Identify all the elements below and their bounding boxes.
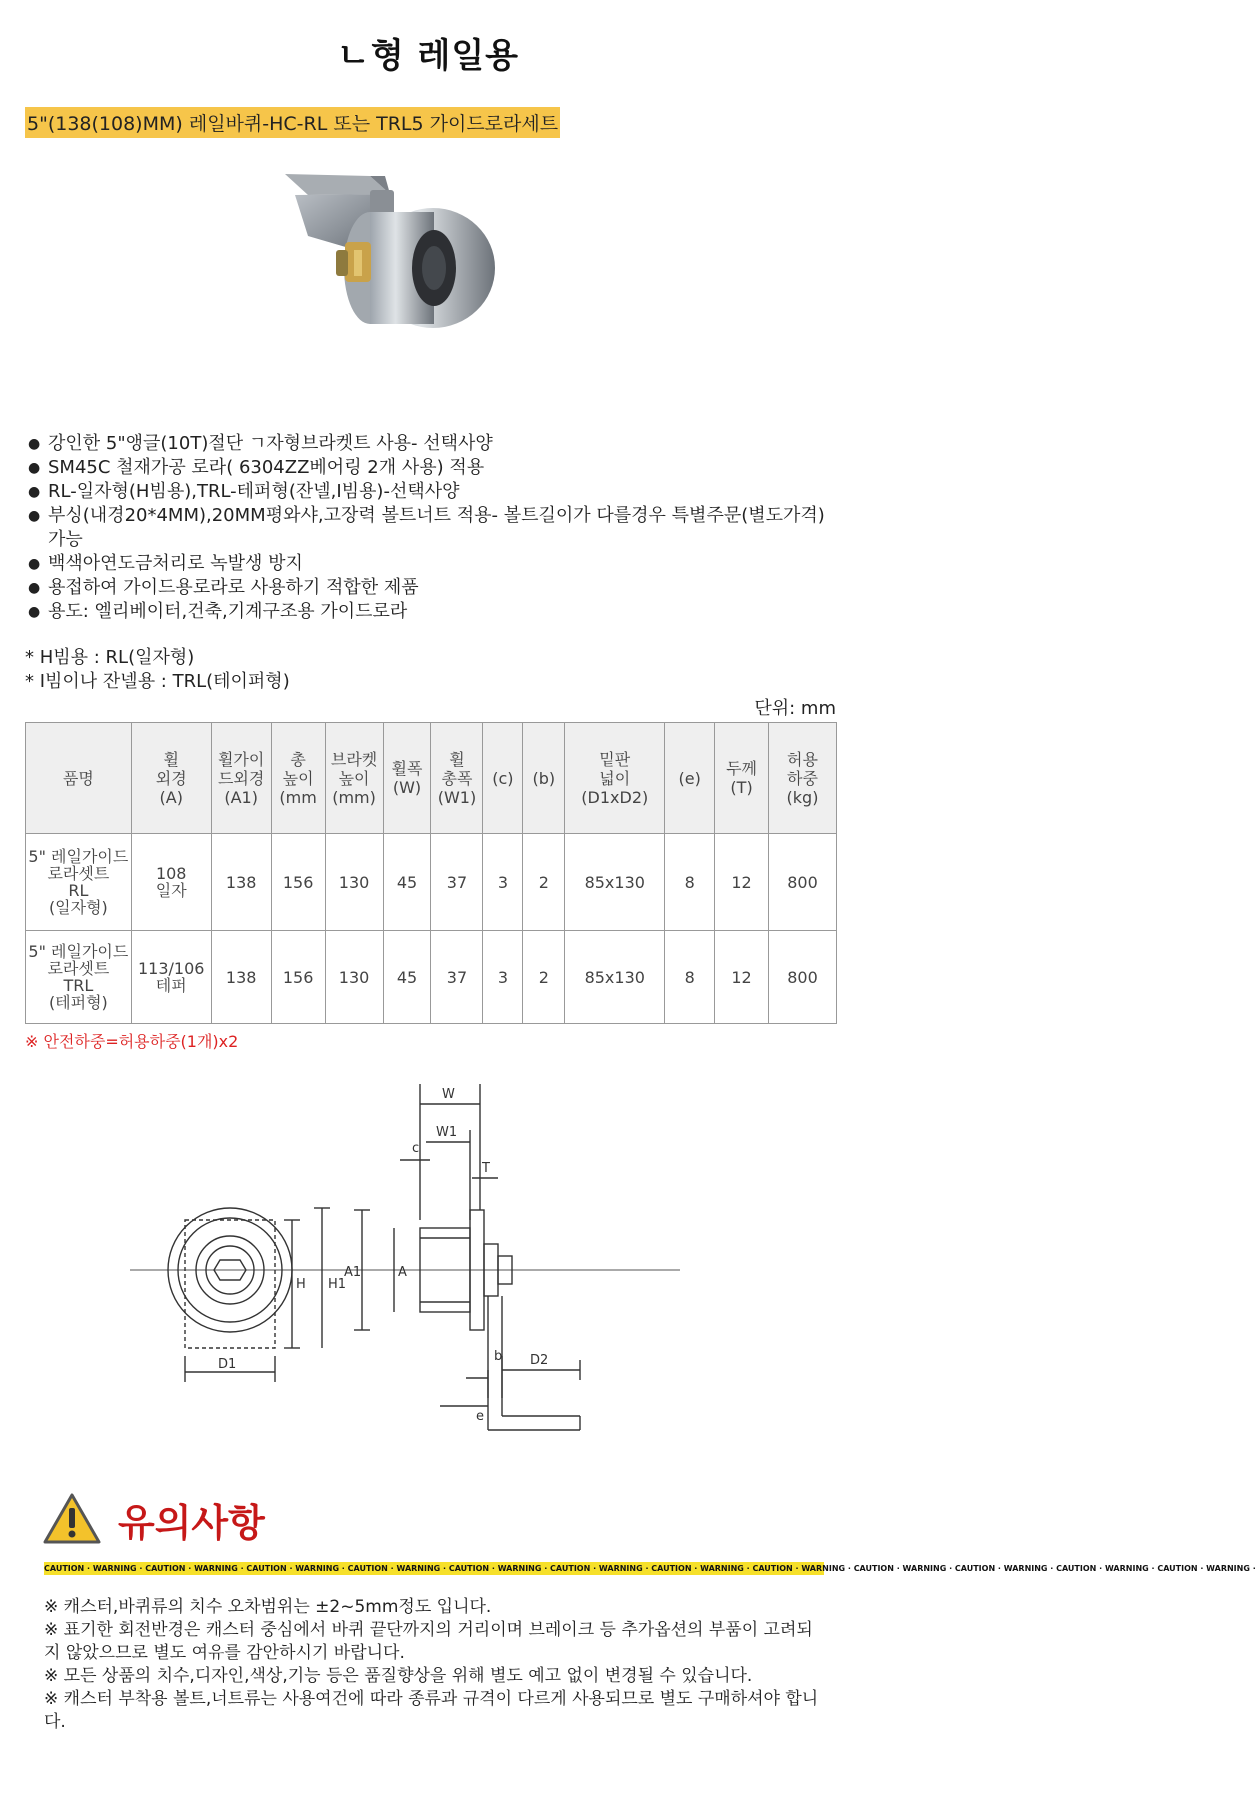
label-w: W (442, 1087, 455, 1102)
table-cell: 113/106 테퍼 (131, 931, 211, 1024)
warning-title: 유의사항 (118, 1501, 265, 1545)
feature-item: ● 백색아연도금처리로 녹발생 방지 (28, 552, 828, 576)
table-cell: 12 (715, 834, 769, 931)
product-photo (250, 150, 690, 450)
caution-item: ※ 표기한 회전반경은 캐스터 중심에서 바퀴 끝단까지의 거리이며 브레이크 등 추가옵션의 부품이 고려되지 않았으므로 별도 여유를 감안하시기 바랍니다. (44, 1620, 813, 1663)
table-header-row (26, 723, 837, 834)
header-cell: (c) (483, 723, 523, 834)
table-cell: 156 (271, 834, 325, 931)
header-cell: 휠 외경 (A) (131, 723, 211, 834)
table-cell: 8 (665, 931, 715, 1024)
header-cell: 총 높이 (mm (271, 723, 325, 834)
dimension-diagram (100, 1060, 740, 1500)
header-cell: (b) (523, 723, 565, 834)
label-a1: A1 (344, 1265, 362, 1280)
label-h: H (296, 1277, 306, 1292)
label-w1: W1 (436, 1125, 458, 1140)
header-cell: 두께 (T) (715, 723, 769, 834)
caution-list (44, 1596, 824, 1734)
header-cell: 휠가이 드외경 (A1) (211, 723, 271, 834)
table-row (26, 834, 837, 931)
header-cell: 밑판 넓이 (D1xD2) (565, 723, 665, 834)
feature-item: ● 용도: 엘리베이터,건축,기계구조용 가이드로라 (28, 600, 828, 624)
header-cell: 휠폭 (W) (383, 723, 431, 834)
label-a: A (398, 1265, 407, 1280)
usage-notes (25, 646, 290, 694)
feature-item: ● 부싱(내경20*4MM),20MM평와샤,고장력 볼트너트 적용- 볼트길이가 다를경우 특별주문(별도가격) 가능 (28, 504, 828, 552)
table-cell: 800 (769, 834, 837, 931)
table-cell: 130 (325, 834, 383, 931)
header-cell: 휠 총폭 (W1) (431, 723, 483, 834)
warning-triangle-icon (42, 1492, 102, 1546)
table-cell: 8 (665, 834, 715, 931)
table-cell: 37 (431, 931, 483, 1024)
spec-table (25, 722, 837, 1024)
label-e: e (476, 1409, 484, 1424)
table-cell: 2 (523, 834, 565, 931)
table-cell: 108 일자 (131, 834, 211, 931)
caution-item: ※ 모든 상품의 치수,디자인,색상,기능 등은 품질향상을 위해 별도 예고 없이 변경될 수 있습니다. (44, 1666, 753, 1686)
table-cell: 138 (211, 931, 271, 1024)
feature-item: ● 강인한 5"앵글(10T)절단 ㄱ자형브라켓트 사용- 선택사양 (28, 432, 828, 456)
table-cell: 85x130 (565, 834, 665, 931)
table-cell: 3 (483, 834, 523, 931)
label-h1: H1 (328, 1277, 347, 1292)
label-c: c (412, 1141, 420, 1156)
header-cell: (e) (665, 723, 715, 834)
table-cell: 37 (431, 834, 483, 931)
safety-load-note: ※ 안전하중=허용하중(1개)x2 (25, 1032, 239, 1051)
note-h-beam: * H빔용 : RL(일자형) (25, 647, 195, 668)
caution-strip: CAUTION · WARNING · CAUTION · WARNING · CAUTION · WARNING · CAUTION · WARNING · CAUTION · WARNING · CAUTION · WARNING · CAUTION · WARNING · CAUTION · WARNING · CAUTION · WARNING · CAUTION · WARNING · CAUTION · WARNING · CAUTION · WARNING · (44, 1564, 1256, 1573)
table-cell: 3 (483, 931, 523, 1024)
feature-list (28, 432, 828, 624)
label-d2: D2 (530, 1353, 549, 1368)
page-title: ㄴ형 레일용 (336, 36, 520, 76)
label-d1: D1 (218, 1357, 237, 1372)
feature-item: ● RL-일자형(H빔용),TRL-테퍼형(잔넬,I빔용)-선택사양 (28, 480, 828, 504)
table-cell: 12 (715, 931, 769, 1024)
header-cell: 품명 (26, 723, 132, 834)
header-cell: 허용 하중 (kg) (769, 723, 837, 834)
feature-item: ● 용접하여 가이드용로라로 사용하기 적합한 제품 (28, 576, 828, 600)
table-cell: 5" 레일가이드 로라셋트 TRL (테퍼형) (26, 931, 132, 1024)
note-i-beam: * I빔이나 잔넬용 : TRL(테이퍼형) (25, 671, 290, 692)
label-b: b (494, 1349, 503, 1364)
table-cell: 800 (769, 931, 837, 1024)
table-row (26, 931, 837, 1024)
unit-label: 단위: mm (754, 698, 836, 719)
label-t: T (482, 1161, 490, 1176)
table-cell: 45 (383, 931, 431, 1024)
table-cell: 45 (383, 834, 431, 931)
product-subtitle: 5"(138(108)MM) 레일바퀴-HC-RL 또는 TRL5 가이드로라세트 (25, 107, 560, 138)
table-cell: 130 (325, 931, 383, 1024)
header-cell: 브라켓 높이 (mm) (325, 723, 383, 834)
feature-item: ● SM45C 철재가공 로라( 6304ZZ베어링 2개 사용) 적용 (28, 456, 828, 480)
table-cell: 2 (523, 931, 565, 1024)
table-cell: 138 (211, 834, 271, 931)
table-cell: 156 (271, 931, 325, 1024)
caution-item: ※ 캐스터 부착용 볼트,너트류는 사용여건에 따라 종류과 규격이 다르게 사용되므로 별도 구매하셔야 합니다. (44, 1689, 819, 1732)
table-cell: 85x130 (565, 931, 665, 1024)
caution-item: ※ 캐스터,바퀴류의 치수 오차범위는 ±2~5mm정도 입니다. (44, 1597, 492, 1617)
table-cell: 5" 레일가이드 로라셋트 RL (일자형) (26, 834, 132, 931)
